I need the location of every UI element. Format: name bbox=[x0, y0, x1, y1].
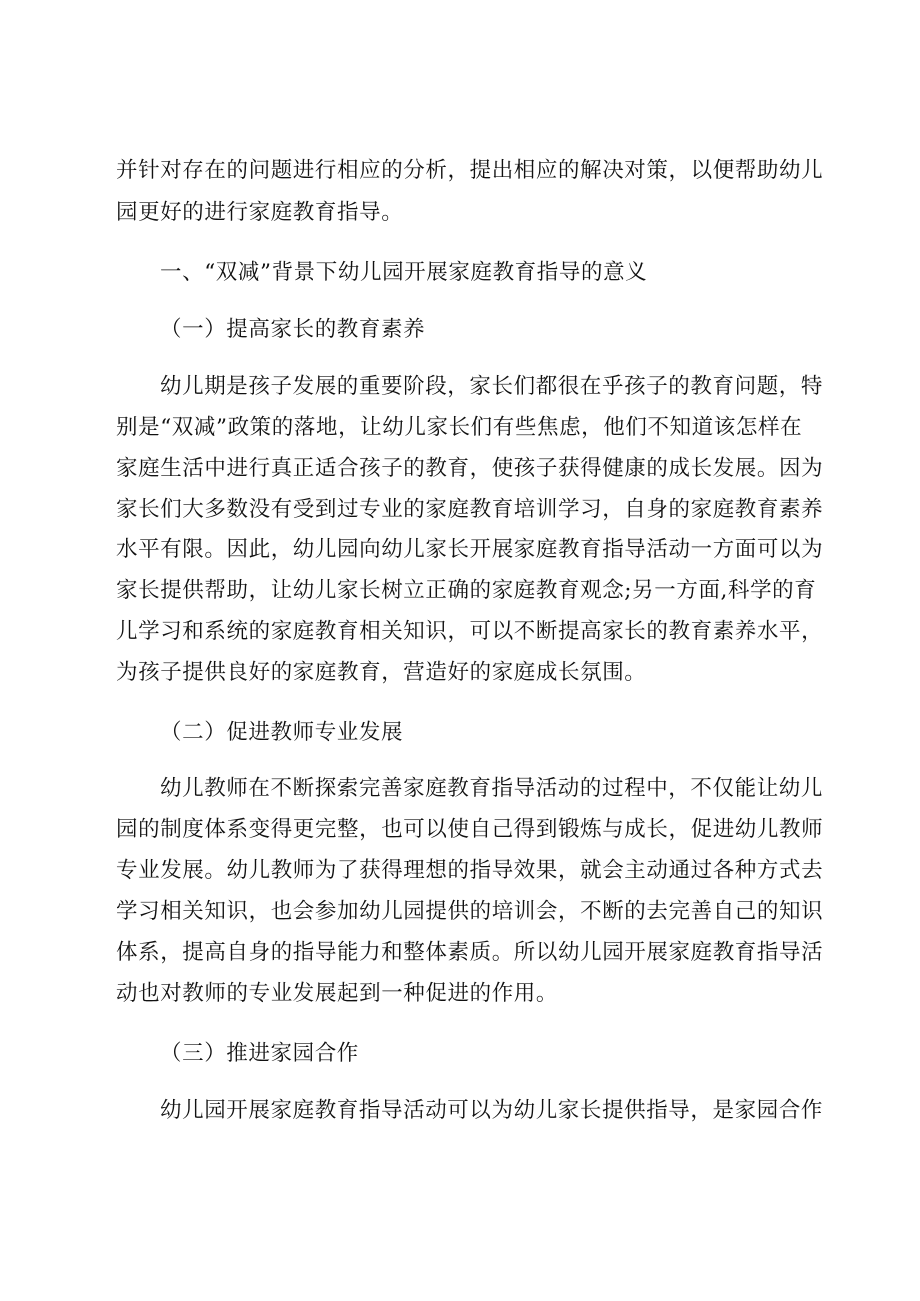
paragraph-line: 幼儿期是孩子发展的重要阶段，家长们都很在乎孩子的教育问题，特 bbox=[160, 374, 824, 399]
paragraph-line: 体系，提高自身的指导能力和整体素质。所以幼儿园开展家庭教育指导活 bbox=[116, 940, 824, 965]
paragraph-line: 家庭生活中进行真正适合孩子的教育，使孩子获得健康的成长发展。因为 bbox=[116, 456, 824, 481]
paragraph-line: 幼儿教师在不断探索完善家庭教育指导活动的过程中，不仅能让幼儿 bbox=[160, 776, 824, 801]
paragraph-line: 专业发展。幼儿教师为了获得理想的指导效果，就会主动通过各种方式去 bbox=[116, 858, 824, 883]
paragraph-line: 家长们大多数没有受到过专业的家庭教育培训学习，自身的家庭教育素养 bbox=[116, 497, 824, 522]
subsection-heading: （三）推进家园合作 bbox=[160, 1041, 359, 1066]
paragraph-line: 家长提供帮助，让幼儿家长树立正确的家庭教育观念;另一方面,科学的育 bbox=[116, 578, 817, 603]
paragraph-line: 幼儿园开展家庭教育指导活动可以为幼儿家长提供指导，是家园合作 bbox=[160, 1098, 824, 1123]
section-heading: 一、“双减”背景下幼儿园开展家庭教育指导的意义 bbox=[160, 260, 648, 285]
paragraph-line: 园的制度体系变得更完整，也可以使自己得到锻炼与成长，促进幼儿教师 bbox=[116, 817, 824, 842]
subsection-heading: （一）提高家长的教育素养 bbox=[160, 317, 426, 342]
paragraph-line: 园更好的进行家庭教育指导。 bbox=[116, 200, 404, 225]
paragraph-line: 动也对教师的专业发展起到一种促进的作用。 bbox=[116, 981, 559, 1006]
paragraph-line: 水平有限。因此，幼儿园向幼儿家长开展家庭教育指导活动一方面可以为 bbox=[116, 537, 824, 562]
paragraph-line: 学习相关知识，也会参加幼儿园提供的培训会，不断的去完善自己的知识 bbox=[116, 899, 824, 924]
paragraph-line: 儿学习和系统的家庭教育相关知识，可以不断提高家长的教育素养水平， bbox=[116, 619, 824, 644]
paragraph-line: 别是“双减”政策的落地，让幼儿家长们有些焦虑，他们不知道该怎样在 bbox=[116, 415, 803, 440]
paragraph-line: 并针对存在的问题进行相应的分析，提出相应的解决对策，以便帮助幼儿 bbox=[116, 158, 824, 183]
subsection-heading: （二）促进教师专业发展 bbox=[160, 720, 404, 745]
paragraph-line: 为孩子提供良好的家庭教育，营造好的家庭成长氛围。 bbox=[116, 660, 647, 685]
